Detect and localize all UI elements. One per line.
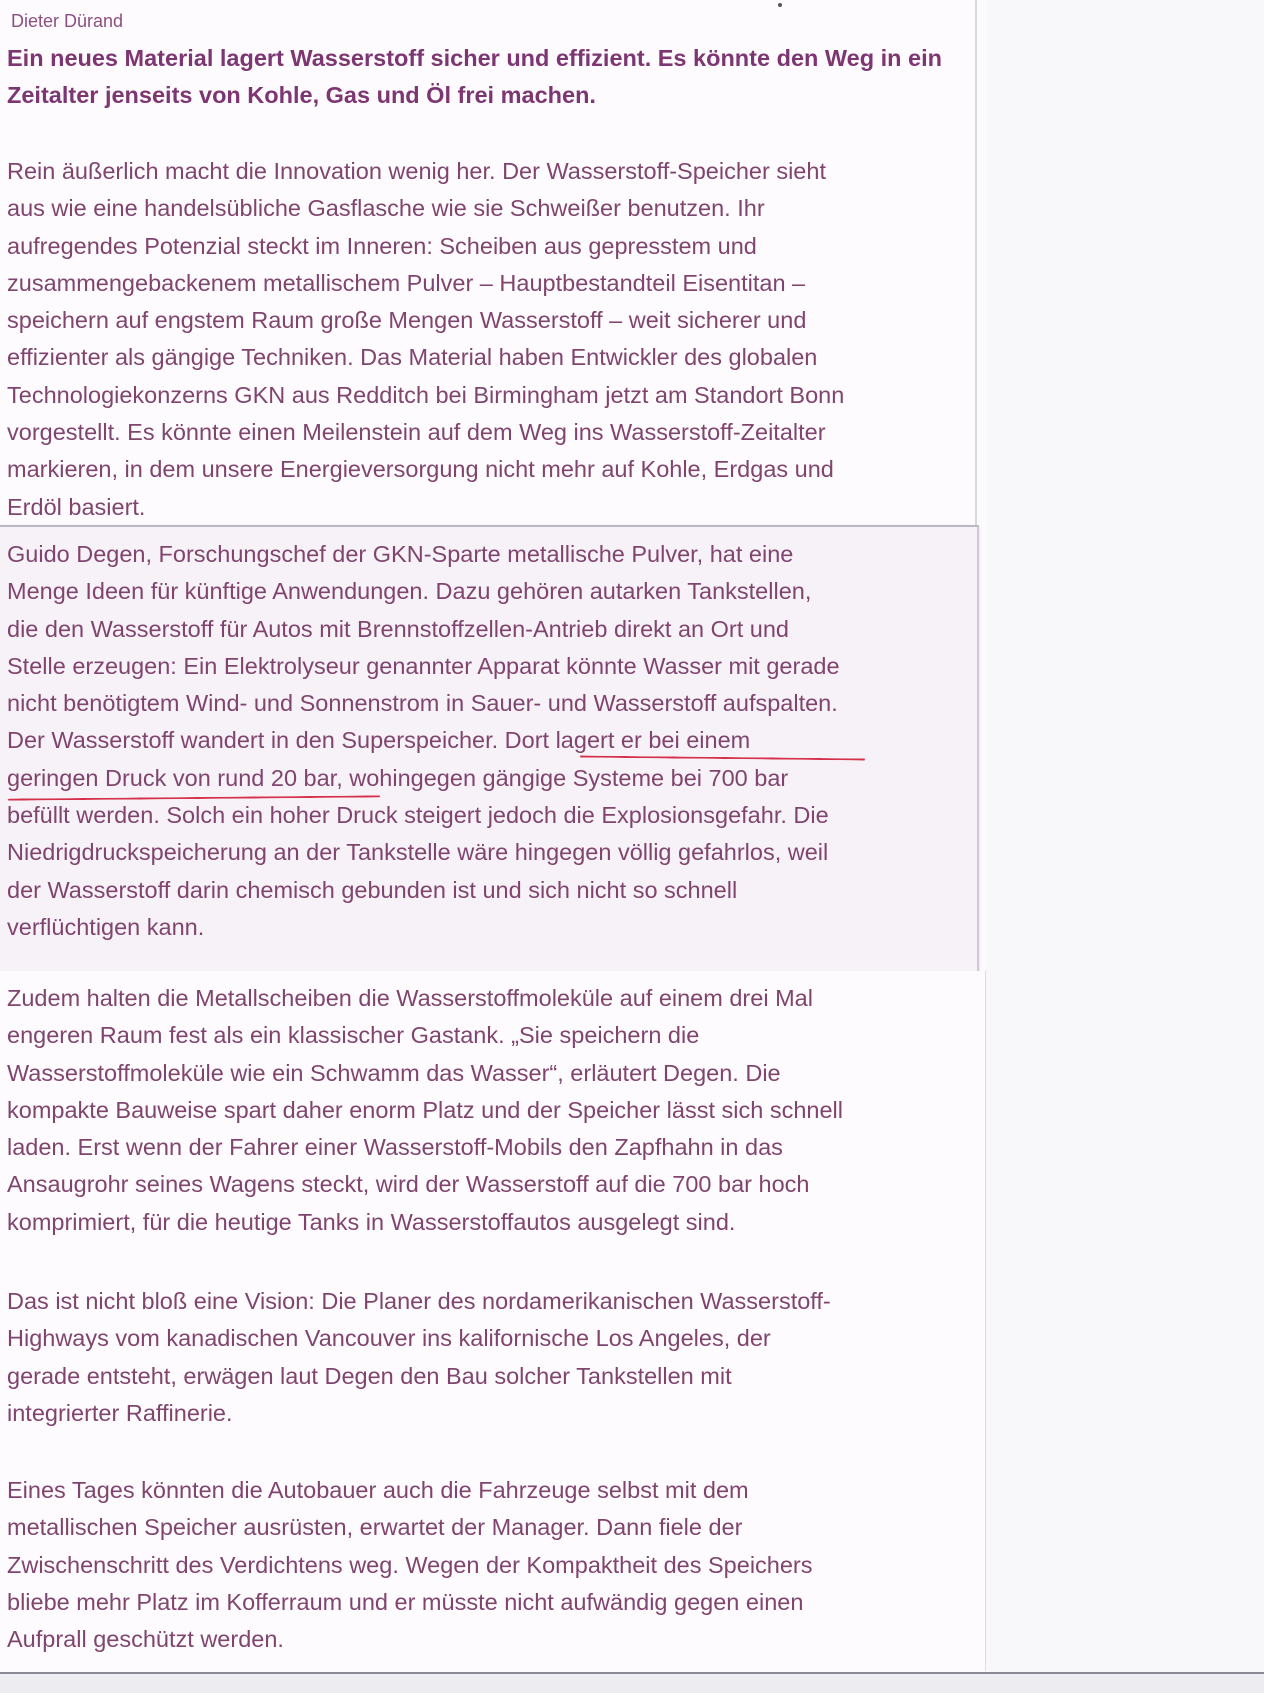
paragraph-1: Rein äußerlich macht die Innovation wenig her. Der Wasserstoff-Speicher sieht aus wie eine handelsübliche Gasflasche wie sie Schweißer benutzen. Ihr aufregendes Potenzial steckt im Inneren: Scheiben aus gepresstem und zusammengebackenem metallischem Pulver – Hauptbestandteil Eisentitan – speichern auf engstem Raum große Mengen Wasserstoff – weit sicherer und effizienter als gängige Techniken. Das Material haben Entwickler des globalen Technologiekonzerns GKN aus Redditch bei Birmingham jetzt am Standort Bonn vorgestellt. Es könnte einen Meilenstein auf dem Weg ins Wasserstoff-Zeitalter markieren, in dem unsere Energieversorgung nicht mehr auf Kohle, Erdgas und Erdöl basiert.	[7, 158, 845, 520]
page-margin-right	[986, 0, 1264, 1691]
scan-bottom-edge	[0, 1672, 1264, 1693]
paragraph-4: Das ist nicht bloß eine Vision: Die Planer des nordamerikanischen Wasserstoff- Highways vom kanadischen Vancouver ins kalifornische Los Angeles, der gerade entsteht, erwägen laut Degen den Bau solcher Tankstellen mit integrierter Raffinerie.	[7, 1288, 831, 1426]
paragraph-3: Zudem halten die Metallscheiben die Wasserstoffmoleküle auf einem drei Mal engeren Raum fest als ein klassischer Gastank. „Sie speichern die Wasserstoffmoleküle wie ein Schwamm das Wasser“, erläutert Degen. Die kompakte Bauweise spart daher enorm Platz und der Speicher lässt sich schnell laden. Erst wenn der Fahrer einer Wasserstoff-Mobils den Zapfhahn in das Ansaugrohr seines Wagens steckt, wird der Wasserstoff auf die 700 bar hoch komprimiert, für die heutige Tanks in Wasserstoffautos ausgelegt sind.	[7, 985, 843, 1235]
scan-speck	[778, 3, 782, 7]
article-lead: Ein neues Material lagert Wasserstoff sicher und effizient. Es könnte den Weg in ein Zeitalter jenseits von Kohle, Gas und Öl frei machen.	[7, 45, 942, 108]
paragraph-5: Eines Tages könnten die Autobauer auch die Fahrzeuge selbst mit dem metallischen Speicher ausrüsten, erwartet der Manager. Dann fiele der Zwischenschritt des Verdichtens weg. Wegen der Kompaktheit des Speichers bliebe mehr Platz im Kofferraum und er müsste nicht aufwändig gegen einen Aufprall geschützt werden.	[7, 1477, 813, 1653]
paragraph-2: Guido Degen, Forschungschef der GKN-Sparte metallische Pulver, hat eine Menge Ideen für künftige Anwendungen. Dazu gehören autarken Tankstellen, die den Wasserstoff für Autos mit Brennstoffzellen-Antrieb direkt an Ort und Stelle erzeugen: Ein Elektrolyseur genannter Apparat könnte Wasser mit gerade nicht benötigtem Wind- und Sonnenstrom in Sauer- und Wasserstoff aufspalten. Der Wasserstoff wandert in den Superspeicher. Dort lagert er bei einem geringen Druck von rund 20 bar, wohingegen gängige Systeme bei 700 bar befüllt werden. Solch ein hoher Druck steigert jedoch die Explosionsgefahr. Die Niedrigdruckspeicherung an der Tankstelle wäre hingegen völlig gefahrlos, weil der Wasserstoff darin chemisch gebunden ist und sich nicht so schnell verflüchtigen kann.	[7, 541, 840, 940]
author-name: Dieter Dürand	[11, 11, 124, 31]
